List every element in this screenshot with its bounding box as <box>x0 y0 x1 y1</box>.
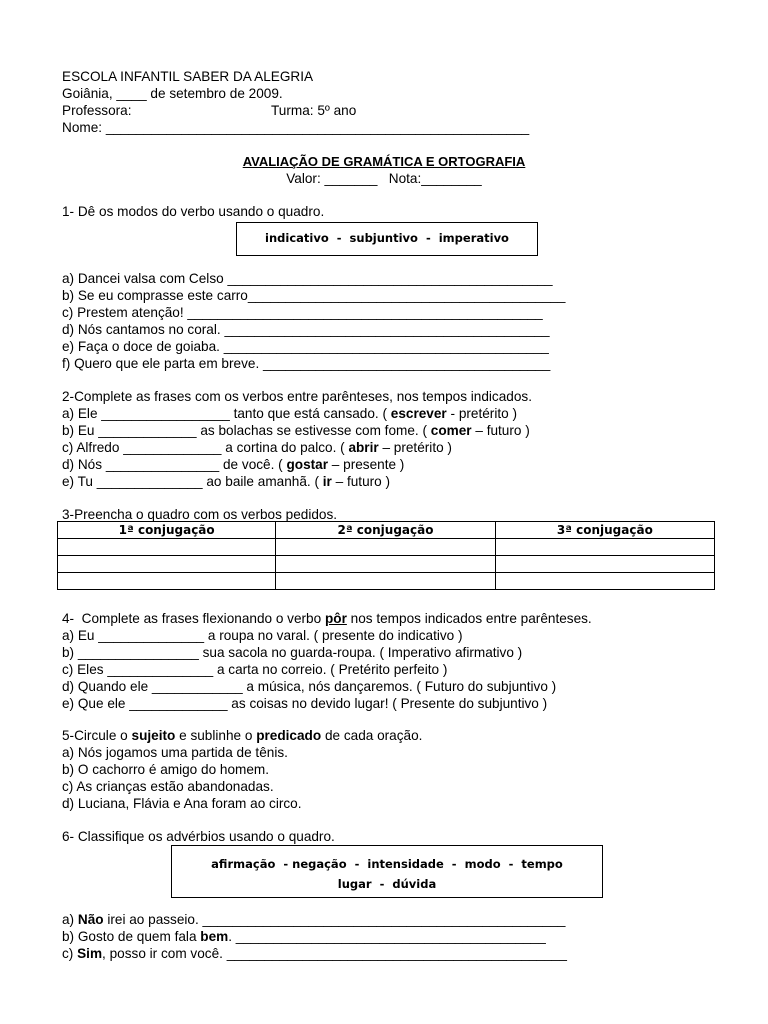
q4-item-c: c) Eles ______________ a carta no correio. ( Pretérito perfeito ) <box>62 662 448 677</box>
table-cell[interactable] <box>276 539 495 556</box>
school-name: ESCOLA INFANTIL SABER DA ALEGRIA <box>62 69 314 84</box>
q6-box-line2: lugar - dúvida <box>337 877 437 891</box>
table-row <box>58 539 715 556</box>
table-cell[interactable] <box>276 556 495 573</box>
q4-item-a: a) Eu ______________ a roupa no varal. ( presente do indicativo ) <box>62 628 463 643</box>
teacher-label: Professora: <box>62 103 132 118</box>
q2-prompt: 2-Complete as frases com os verbos entre parênteses, nos tempos indicados. <box>62 389 532 404</box>
q2-verb: ir <box>322 474 332 489</box>
q5-prompt: 5-Circule o sujeito e sublinhe o predicado de cada oração. <box>62 728 423 743</box>
q1-word-box <box>236 222 538 256</box>
q2-item-c: c) Alfredo _____________ a cortina do palco. ( abrir – pretérito ) <box>62 440 452 455</box>
q1-item-c: c) Prestem atenção! _______________________________________________ <box>62 305 543 320</box>
q1-item-b: b) Se eu comprasse este carro__________________________________________ <box>62 288 566 303</box>
class-label: Turma: 5º ano <box>271 103 357 118</box>
table-header: 1ª conjugação <box>58 522 276 539</box>
table-cell[interactable] <box>276 573 495 590</box>
q6-box-line1: afirmação - negação - intensidade - modo - tempo <box>211 857 563 871</box>
q2-item-a: a) Ele _________________ tanto que está cansado. ( escrever - pretérito ) <box>62 406 517 421</box>
q6-item-c: c) Sim, posso ir com você. _____________________________________________ <box>62 946 567 961</box>
q2-verb: abrir <box>348 440 379 455</box>
table-cell[interactable] <box>495 539 714 556</box>
page-title: AVALIAÇÃO DE GRAMÁTICA E ORTOGRAFIA <box>242 154 526 169</box>
q1-item-f: f) Quero que ele parta em breve. ______________________________________ <box>62 356 551 371</box>
table-cell[interactable] <box>495 573 714 590</box>
q2-verb: comer <box>430 423 472 438</box>
table-header-row <box>58 522 715 539</box>
q2-item-d: d) Nós _______________ de você. ( gostar – presente ) <box>62 457 405 472</box>
table-cell[interactable] <box>495 556 714 573</box>
q1-prompt: 1- Dê os modos do verbo usando o quadro. <box>62 204 325 219</box>
q5-item-b: b) O cachorro é amigo do homem. <box>62 762 270 777</box>
grade-line: Valor: _______ Nota:________ <box>286 171 482 186</box>
table-header: 2ª conjugação <box>276 522 495 539</box>
table-cell[interactable] <box>58 573 276 590</box>
q1-item-d: d) Nós cantamos no coral. ___________________________________________ <box>62 322 550 337</box>
q2-item-b: b) Eu _____________ as bolachas se estivesse com fome. ( comer – futuro ) <box>62 423 530 438</box>
name-line: Nome: ________________________________________________________ <box>62 120 530 135</box>
q4-verb: pôr <box>324 611 347 626</box>
q1-box-text: indicativo - subjuntivo - imperativo <box>265 231 509 245</box>
q2-item-e: e) Tu ______________ ao baile amanhã. ( ir – futuro ) <box>62 474 391 489</box>
q4-item-b: b) ________________ sua sacola no guarda-roupa. ( Imperativo afirmativo ) <box>62 645 523 660</box>
table-cell[interactable] <box>58 556 276 573</box>
q3-prompt: 3-Preencha o quadro com os verbos pedidos. <box>62 507 338 522</box>
q6-prompt: 6- Classifique os advérbios usando o quadro. <box>62 829 335 844</box>
q5-item-c: c) As crianças estão abandonadas. <box>62 779 274 794</box>
q6-item-b: b) Gosto de quem fala bem. _________________________________________ <box>62 929 546 944</box>
q2-verb: gostar <box>286 457 329 472</box>
table-row <box>58 573 715 590</box>
conjugation-table <box>57 521 715 590</box>
q6-item-a: a) Não irei ao passeio. ________________________________________________ <box>62 912 566 927</box>
q4-prompt: 4- Complete as frases flexionando o verbo pôr nos tempos indicados entre parênteses. <box>62 611 592 626</box>
q2-verb: escrever <box>390 406 447 421</box>
q6-word-box <box>171 845 603 898</box>
q4-item-e: e) Que ele _____________ as coisas no devido lugar! ( Presente do subjuntivo ) <box>62 696 548 711</box>
q1-item-e: e) Faça o doce de goiaba. ___________________________________________ <box>62 339 549 354</box>
date-line: Goiânia, ____ de setembro de 2009. <box>62 86 283 101</box>
table-cell[interactable] <box>58 539 276 556</box>
table-row <box>58 556 715 573</box>
q5-item-a: a) Nós jogamos uma partida de tênis. <box>62 745 288 760</box>
q4-item-d: d) Quando ele ____________ a música, nós dançaremos. ( Futuro do subjuntivo ) <box>62 679 557 694</box>
table-header: 3ª conjugação <box>495 522 714 539</box>
q1-item-a: a) Dancei valsa com Celso ___________________________________________ <box>62 271 553 286</box>
q5-item-d: d) Luciana, Flávia e Ana foram ao circo. <box>62 796 302 811</box>
